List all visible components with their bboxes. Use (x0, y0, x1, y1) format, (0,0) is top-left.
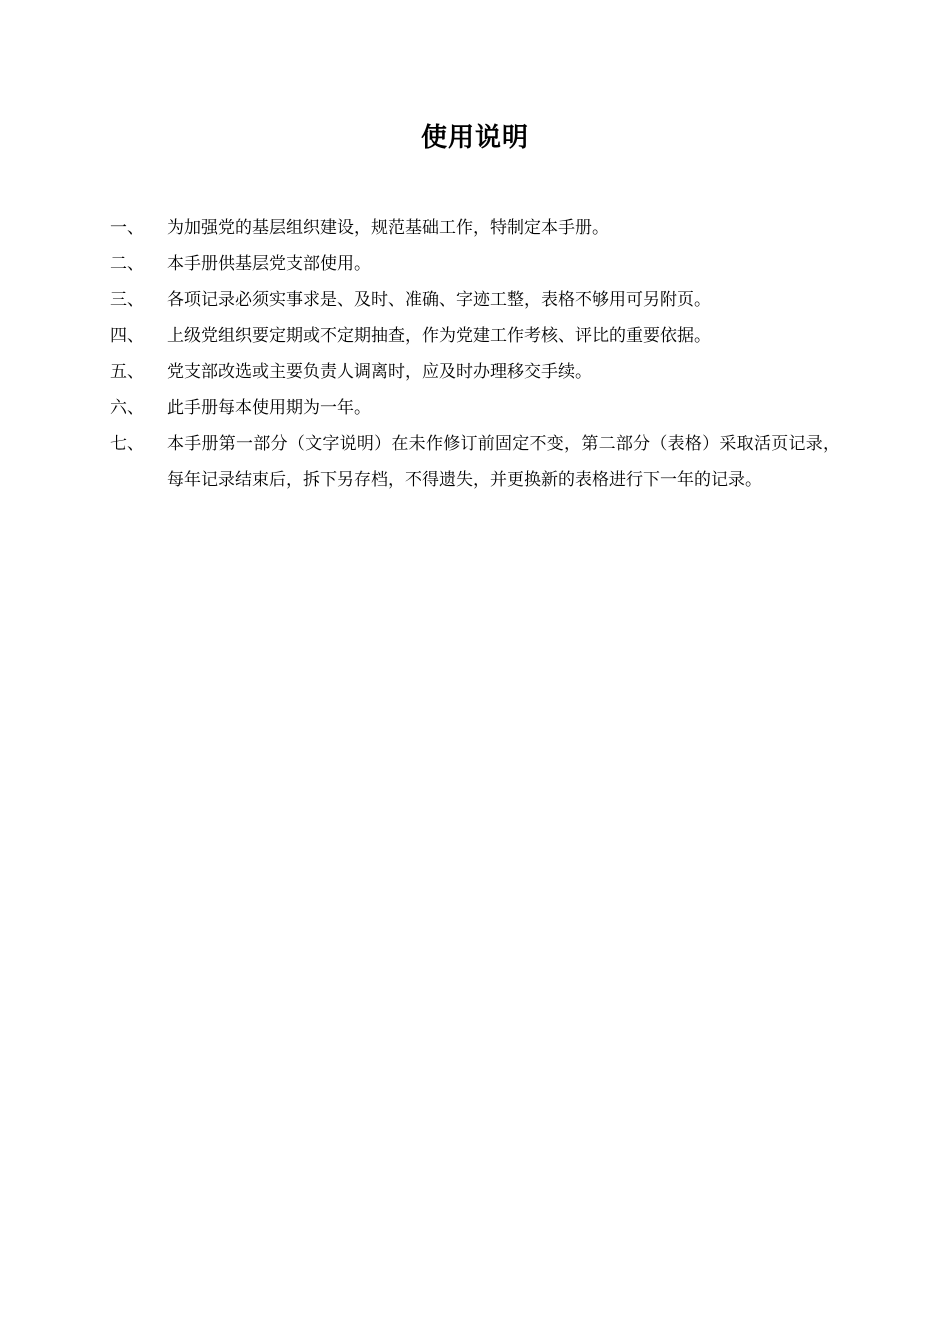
item-marker: 一、 (110, 218, 144, 238)
page-title: 使用说明 (420, 123, 529, 153)
list-item (110, 426, 840, 498)
item-marker: 三、 (110, 290, 144, 310)
item-marker: 六、 (110, 398, 144, 418)
item-text: 本手册第一部分（文字说明）在未作修订前固定不变，第二部分（表格）采取活页记录，每年记录结束后，拆下另存档，不得遗失，并更换新的表格进行下一年的记录。 (167, 434, 840, 490)
item-marker: 七、 (110, 434, 144, 454)
list-item (110, 318, 840, 354)
item-text: 各项记录必须实事求是、及时、准确、字迹工整，表格不够用可另附页。 (167, 290, 711, 310)
item-text: 此手册每本使用期为一年。 (167, 398, 371, 418)
list-item (110, 210, 840, 246)
item-text: 本手册供基层党支部使用。 (167, 254, 371, 274)
list-item (110, 390, 840, 426)
item-text: 党支部改选或主要负责人调离时，应及时办理移交手续。 (167, 362, 592, 382)
list-item (110, 246, 840, 282)
item-marker: 二、 (110, 254, 144, 274)
list-item (110, 354, 840, 390)
item-marker: 五、 (110, 362, 144, 382)
item-marker: 四、 (110, 326, 144, 346)
instruction-list (110, 210, 840, 498)
list-item (110, 282, 840, 318)
item-text: 为加强党的基层组织建设，规范基础工作，特制定本手册。 (167, 218, 609, 238)
item-text: 上级党组织要定期或不定期抽查，作为党建工作考核、评比的重要依据。 (167, 326, 711, 346)
